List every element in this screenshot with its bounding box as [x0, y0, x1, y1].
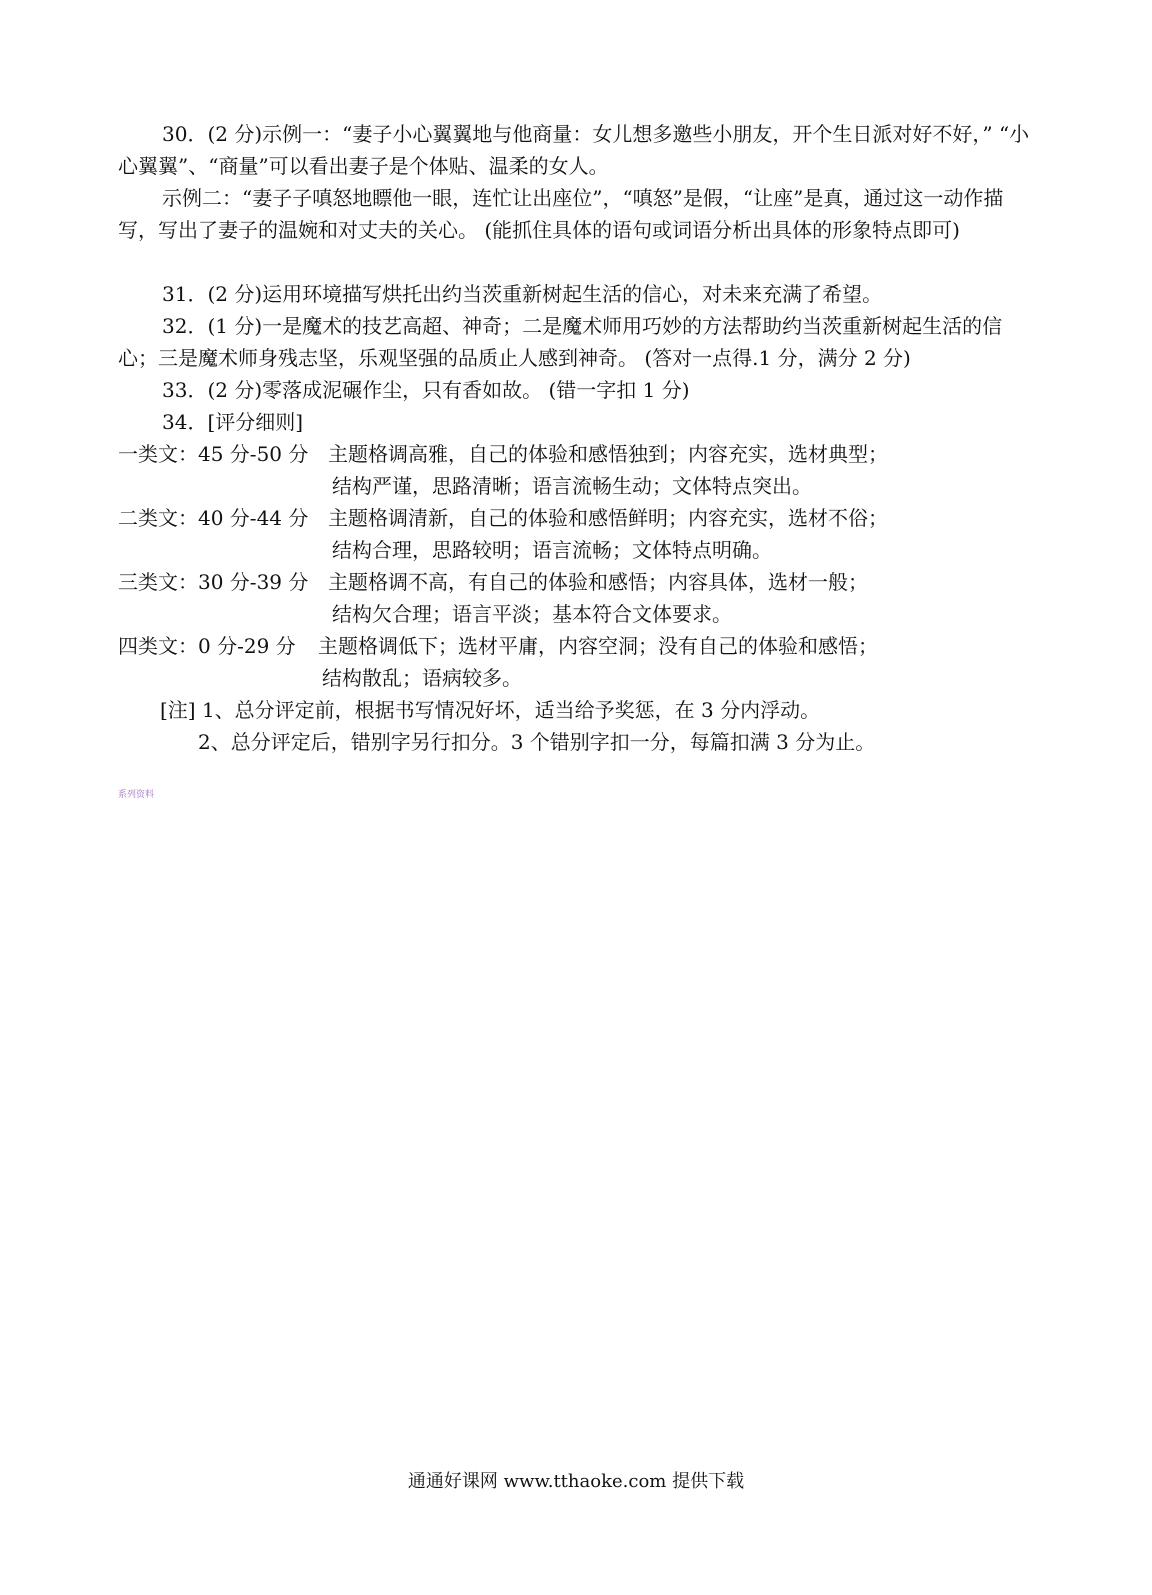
rubric-description: 主题格调高雅，自己的体验和感悟独到；内容充实，选材典型；: [328, 442, 888, 466]
answer-32: 32．(1 分)一是魔术的技艺高超、神奇；二是魔术师用巧妙的方法帮助约当茨重新树起生活的信心；三是魔术师身残志坚，乐观坚强的品质止人感到神奇。 (答对一点得.1 分，满分 2 分): [118, 314, 1003, 370]
answer-33: 33．(2 分)零落成泥碾作尘，只有香如故。 (错一字扣 1 分): [162, 378, 690, 402]
rubric-description: 结构散乱；语病较多。: [322, 666, 522, 690]
answer-30-example-1: 30．(2 分)示例一：“妻子小心翼翼地与他商量：女儿想多邀些小朋友，开个生日派对好不好，” “小心翼翼”、“商量”可以看出妻子是个体贴、温柔的女人。: [118, 122, 1030, 178]
rubric-description: 主题格调清新，自己的体验和感悟鲜明；内容充实，选材不俗；: [328, 506, 888, 530]
rubric-description: 主题格调不高，有自己的体验和感悟；内容具体，选材一般；: [328, 570, 868, 594]
note-2: 2、总分评定后，错别字另行扣分。3 个错别字扣一分，每篇扣满 3 分为止。: [198, 730, 876, 754]
footer-download-note: 通通好课网 www.tthaoke.com 提供下载: [407, 1471, 745, 1492]
answer-34-heading: 34．[评分细则]: [162, 410, 304, 434]
rubric-description: 主题格调低下；选材平庸，内容空洞；没有自己的体验和感悟；: [318, 634, 878, 658]
note-1: [注] 1、总分评定前，根据书写情况好坏，适当给予奖惩，在 3 分内浮动。: [160, 698, 821, 722]
series-tag: 系列资料: [118, 790, 155, 800]
rubric-label: 一类文：45 分-50 分: [118, 442, 309, 466]
answer-31: 31．(2 分)运用环境描写烘托出约当茨重新树起生活的信心，对未来充满了希望。: [162, 282, 883, 306]
rubric-label: 四类文：0 分-29 分: [118, 634, 296, 658]
rubric-description: 结构合理，思路较明；语言流畅；文体特点明确。: [332, 538, 772, 562]
rubric-label: 二类文：40 分-44 分: [118, 506, 309, 530]
answer-30-example-2: 示例二：“妻子子嗔怒地瞟他一眼，连忙让出座位”，“嗔怒”是假，“让座”是真，通过这一动作描写，写出了妻子的温婉和对丈夫的关心。 (能抓住具体的语句或词语分析出具体的形象特点即可): [118, 186, 1004, 242]
rubric-label: 三类文：30 分-39 分: [118, 570, 309, 594]
rubric-description: 结构欠合理；语言平淡；基本符合文体要求。: [332, 602, 732, 626]
rubric-description: 结构严谨，思路清晰；语言流畅生动；文体特点突出。: [332, 474, 812, 498]
